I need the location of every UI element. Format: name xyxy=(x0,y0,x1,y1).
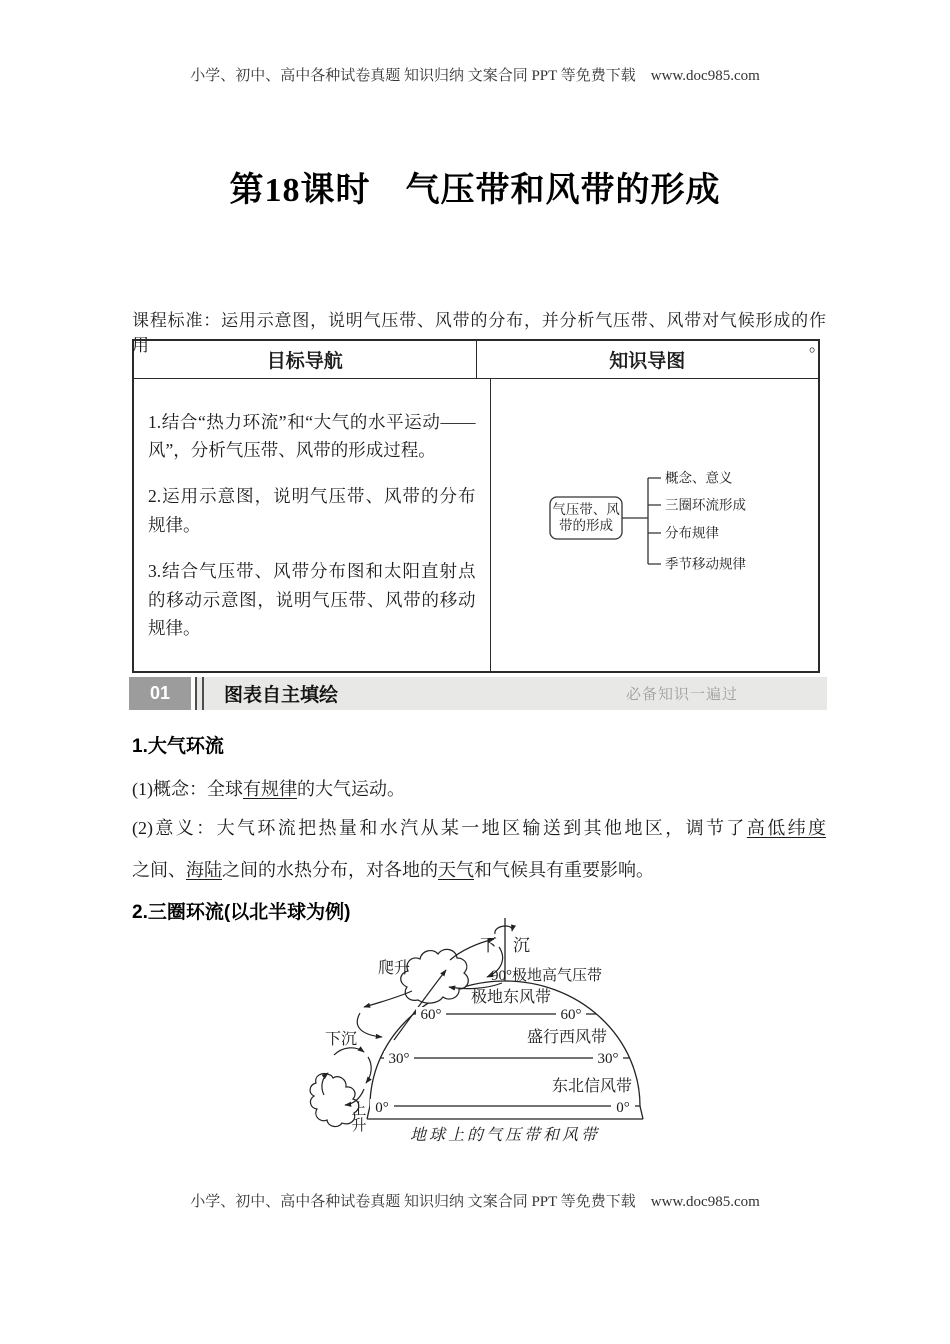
goal-item-1: 1.结合“热力环流”和“大气的水平运动——风”，分析气压带、风带的形成过程。 xyxy=(148,411,476,461)
concept-blank-underlined: 有规律 xyxy=(243,779,297,799)
significance-text-3: 之间的水热分布，对各地的 xyxy=(222,860,438,881)
significance-blank-3: 天气 xyxy=(438,860,474,881)
knowledge-map-cell xyxy=(491,379,819,671)
significance-text-4: 和气候具有重要影响。 xyxy=(474,860,654,881)
significance-text-2: 之间、 xyxy=(132,860,186,881)
arrow-upper-flow-southward xyxy=(364,991,412,1007)
arrow-sink-loop-right xyxy=(366,1057,371,1083)
body-content xyxy=(132,731,826,924)
label-rise-char2: 升 xyxy=(351,1118,367,1134)
label-ne-trades: 东北信风带 xyxy=(551,1078,633,1095)
paragraph-concept xyxy=(132,775,826,801)
arrow-sink-loop-top xyxy=(334,1048,364,1055)
label-climb: 爬升 xyxy=(378,960,411,977)
label-sink-mid: 下沉 xyxy=(325,1031,358,1048)
paragraph-significance xyxy=(132,807,826,892)
knowledge-map-diagram xyxy=(544,465,779,585)
rotation-arrow-icon xyxy=(495,926,512,934)
earth-base-lines xyxy=(367,1106,643,1119)
column-header-knowledge-map: 知识导图 xyxy=(609,351,686,372)
mindmap-root-line1: 气压带、风 xyxy=(552,502,620,517)
page-title: 第18课时 气压带和风带的形成 xyxy=(229,172,721,209)
label-lat30-left: 30° xyxy=(388,1051,410,1067)
column-header-goals: 目标导航 xyxy=(134,341,477,378)
diagram-caption: 地球上的气压带和风带 xyxy=(409,1127,601,1144)
significance-text-1: (2)意义：大气环流把热量和水汽从某一地区输送到其他地区，调节了 xyxy=(132,818,747,838)
section-subtitle: 必备知识一遍过 xyxy=(626,686,739,703)
heading-atmospheric-circulation: 1.大气环流 xyxy=(132,736,224,757)
mindmap-connectors xyxy=(622,478,661,564)
label-polar-easterlies: 极地东风带 xyxy=(470,989,552,1006)
goals-table-body-row xyxy=(134,379,818,671)
label-lat60-left: 60° xyxy=(420,1007,442,1023)
section-number-badge: 01 xyxy=(129,677,191,710)
label-westerlies: 盛行西风带 xyxy=(526,1029,608,1046)
curriculum-standard: 课程标准：运用示意图，说明气压带、风带的分布，并分析气压带、风带对气候形成的作用。 xyxy=(132,311,826,355)
header-note: 小学、初中、高中各种试卷真题 知识归纳 文案合同 PPT 等免费下载 www.doc985.com xyxy=(190,68,760,84)
significance-line1 xyxy=(132,807,826,849)
label-rise-char1: 上 xyxy=(351,1102,367,1118)
mindmap-branch-3: 分布规律 xyxy=(664,525,719,541)
circulation-diagram xyxy=(300,903,700,1148)
label-lat0-left: 0° xyxy=(375,1100,389,1116)
section-bar xyxy=(129,677,827,710)
mindmap-branch-2: 三圈环流形成 xyxy=(664,497,746,513)
concept-text: (1)概念：全球 xyxy=(132,779,243,799)
significance-blank-1: 高低纬度 xyxy=(746,818,826,838)
arrow-into-sinking-zone xyxy=(357,1013,382,1037)
significance-line2 xyxy=(132,849,826,891)
label-sink-char-right: 沉 xyxy=(513,936,530,955)
mindmap-branch-4: 季节移动规律 xyxy=(664,556,746,572)
label-polar-high-belt: 90°极地高气压带 xyxy=(491,968,602,984)
label-lat60-right: 60° xyxy=(560,1007,582,1023)
concept-text-tail: 的大气运动。 xyxy=(297,779,405,799)
goal-item-3: 3.结合气压带、风带分布图和太阳直射点的移动示意图，说明气压带、风带的移动规律。 xyxy=(148,561,476,638)
footer-note: 小学、初中、高中各种试卷真题 知识归纳 文案合同 PPT 等免费下载 www.doc985.com xyxy=(190,1194,760,1210)
heading-three-cell-circulation: 2.三圈环流(以北半球为例) xyxy=(132,901,351,923)
goals-table xyxy=(132,339,820,673)
section-title: 图表自主填绘 xyxy=(224,685,339,706)
cloud-upper-icon xyxy=(401,949,469,1003)
goals-cell xyxy=(134,379,491,671)
mindmap-root-line2: 带的形成 xyxy=(558,518,613,533)
label-sink-char-left: 下 xyxy=(480,936,497,955)
goals-table-header-row xyxy=(134,341,818,379)
section-bar-divider xyxy=(195,677,204,710)
goal-item-2: 2.运用示意图，说明气压带、风带的分布规律。 xyxy=(148,486,476,535)
significance-blank-2: 海陆 xyxy=(186,860,222,881)
label-lat30-right: 30° xyxy=(597,1051,619,1067)
label-lat0-right: 0° xyxy=(616,1100,630,1116)
mindmap-branch-1: 概念、意义 xyxy=(664,470,733,486)
